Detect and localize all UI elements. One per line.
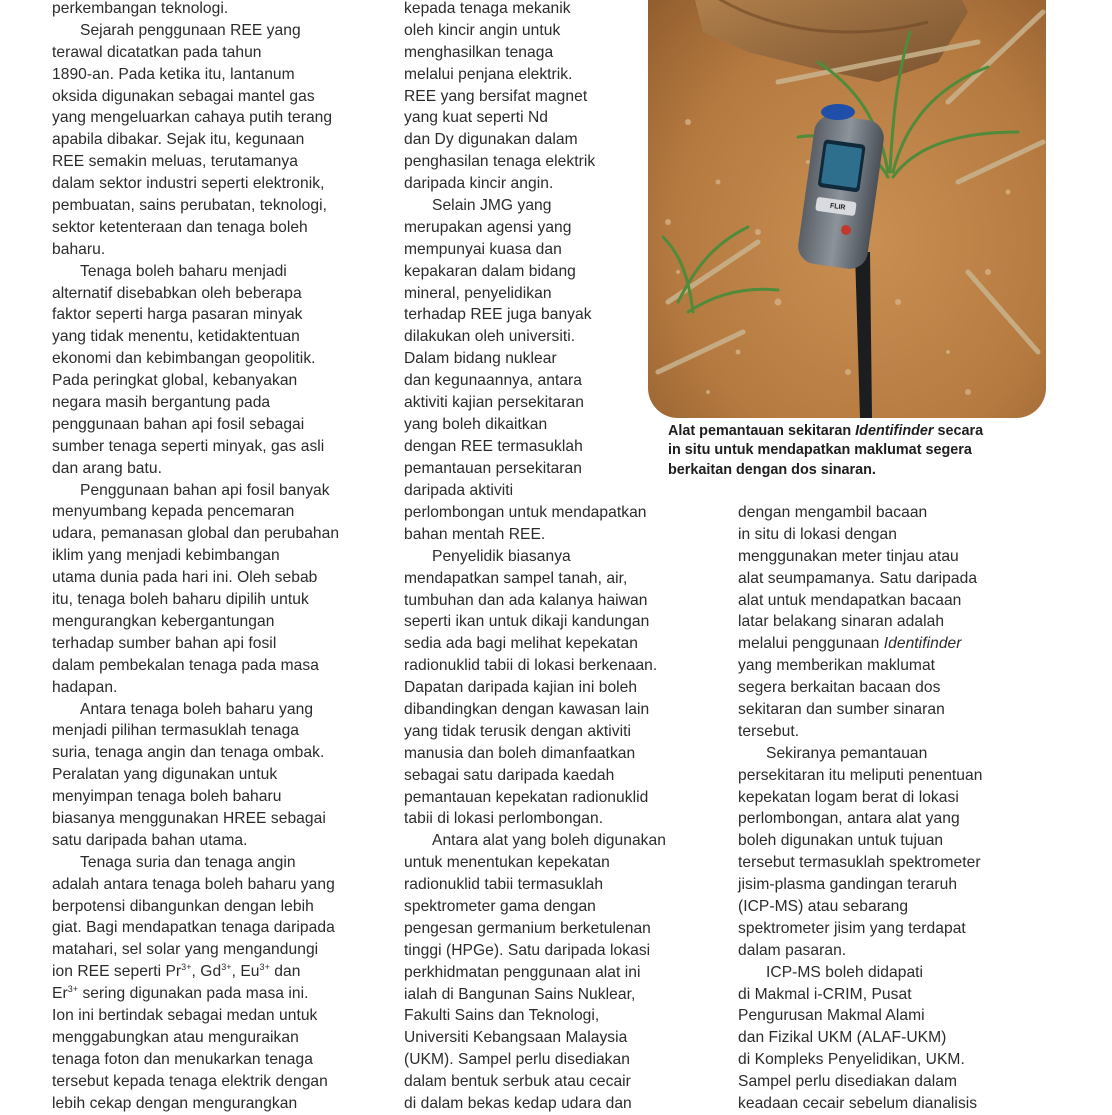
text-line: berpotensi dibangunkan dengan lebih: [52, 897, 314, 915]
text-line: perkembangan teknologi.: [52, 0, 229, 17]
text-line: dilakukan oleh universiti.: [404, 328, 576, 346]
text-line: di dalam bekas kedap udara dan: [404, 1095, 632, 1113]
text-line: mineral, penyelidikan: [404, 284, 552, 302]
text-line: kepekatan logam berat di lokasi: [738, 788, 959, 806]
text-line: spektrometer jisim yang terdapat: [738, 919, 966, 937]
text-line: perlombongan untuk mendapatkan: [404, 504, 647, 521]
text-column-3: [738, 502, 982, 1115]
text-line: mengurangkan kebergantungan: [52, 612, 275, 630]
text-line: spektrometer gama dengan: [404, 898, 596, 916]
text-line: tersebut.: [738, 722, 800, 740]
text-line: dalam pembekalan tenaga pada masa: [52, 656, 319, 674]
text-line: utama dunia pada hari ini. Oleh sebab: [52, 569, 318, 587]
text-line: Antara tenaga boleh baharu yang: [80, 700, 314, 718]
text-line: ialah di Bangunan Sains Nuklear,: [404, 985, 636, 1003]
text-line: Dapatan daripada kajian ini boleh: [404, 679, 638, 697]
text-line: pengesan germanium berketulenan: [404, 919, 651, 937]
text-line: [52, 983, 339, 1005]
text-line: untuk menentukan kepekatan: [404, 854, 610, 872]
text-run: dan: [269, 963, 301, 981]
text-line: terawal dicatatkan pada tahun: [52, 43, 262, 61]
photo-caption: [668, 422, 1040, 480]
text-line: daripada kincir angin.: [404, 175, 554, 193]
text-line: Pada peringkat global, kebanyakan: [52, 372, 298, 390]
text-line: Selain JMG yang: [432, 197, 552, 215]
text-line: segera berkaitan bacaan dos: [738, 679, 941, 697]
text-line: in situ di lokasi dengan: [738, 525, 897, 543]
text-line: suria, tenaga angin dan tenaga ombak.: [52, 744, 325, 762]
superscript: 3+: [67, 984, 79, 995]
text-line: dengan mengambil bacaan: [738, 504, 928, 521]
text-line: (ICP-MS) atau sebarang: [738, 898, 909, 916]
text-line: dengan REE termasuklah: [404, 437, 583, 455]
text-line: radionuklid tabii di lokasi berkenaan.: [404, 657, 658, 675]
text-line: satu daripada bahan utama.: [52, 831, 248, 849]
text-line: terhadap sumber bahan api fosil: [52, 634, 277, 652]
text-line: melalui penjana elektrik.: [404, 65, 573, 83]
text-line: sebagai satu daripada kaedah: [404, 766, 615, 784]
text-line: Antara alat yang boleh digunakan: [432, 832, 666, 850]
text-line: REE semakin meluas, terutamanya: [52, 153, 298, 171]
text-line: bahan mentah REE.: [404, 525, 546, 543]
text-line: Fakulti Sains dan Teknologi,: [404, 1007, 600, 1025]
superscript: 3+: [181, 962, 192, 973]
text-line: Sekiranya pemantauan: [766, 744, 928, 762]
text-line: hadapan.: [52, 678, 118, 696]
text-line: sumber tenaga seperti minyak, gas asli: [52, 437, 325, 455]
text-line: faktor seperti harga pasaran minyak: [52, 306, 303, 324]
text-line: mempunyai kuasa dan: [404, 240, 562, 258]
text-line: Penggunaan bahan api fosil banyak: [80, 481, 330, 499]
text-line: dan Fizikal UKM (ALAF-UKM): [738, 1029, 947, 1047]
text-line: 1890-an. Pada ketika itu, lantanum: [52, 65, 295, 83]
text-line: (UKM). Sampel perlu disediakan: [404, 1051, 630, 1069]
text-line: yang memberikan maklumat: [738, 657, 936, 675]
text-line: tersebut termasuklah spektrometer: [738, 854, 981, 872]
text-line: manusia dan boleh dimanfaatkan: [404, 744, 636, 762]
text-line: yang tidak terusik dengan aktiviti: [404, 722, 632, 740]
text-line: Sejarah penggunaan REE yang: [80, 21, 301, 39]
text-line: oleh kincir angin untuk: [404, 21, 561, 39]
text-column-1: [52, 0, 339, 1114]
text-line: pemantauan persekitaran: [404, 459, 582, 477]
text-line: radionuklid tabii termasuklah: [404, 876, 604, 894]
text-line: dalam pasaran.: [738, 941, 847, 959]
text-line: latar belakang sinaran adalah: [738, 613, 945, 631]
text-line: kepakaran dalam bidang: [404, 262, 576, 280]
device-brand-label: FLIR: [829, 202, 846, 212]
italic-term: Identifinder: [855, 423, 934, 439]
text-line: Ion ini bertindak sebagai medan untuk: [52, 1006, 318, 1024]
italic-term: Identifinder: [883, 635, 962, 653]
text-line: [738, 633, 982, 655]
text-line: Sampel perlu disediakan dalam: [738, 1073, 958, 1091]
text-line: keadaan cecair sebelum dianalisis: [738, 1095, 978, 1113]
text-run: secara: [933, 423, 984, 439]
text-line: kepada tenaga mekanik: [404, 0, 571, 17]
text-line: yang boleh dikaitkan: [404, 415, 548, 433]
text-line: mendapatkan sampel tanah, air,: [404, 569, 628, 587]
superscript: 3+: [221, 962, 232, 973]
text-line: dibandingkan dengan kawasan lain: [404, 701, 650, 719]
text-line: udara, pemanasan global dan perubahan: [52, 525, 340, 543]
text-line: menyumbang kepada pencemaran: [52, 503, 295, 521]
text-line: adalah antara tenaga boleh baharu yang: [52, 875, 335, 893]
text-line: sekitaran dan sumber sinaran: [738, 701, 945, 719]
text-line: Peralatan yang digunakan untuk: [52, 766, 278, 784]
text-line: sektor ketenteraan dan tenaga boleh: [52, 218, 308, 236]
text-line: di Makmal i-CRIM, Pusat: [738, 985, 912, 1003]
text-line: penghasilan tenaga elektrik: [404, 153, 596, 171]
text-line: pembuatan, sains perubatan, teknologi,: [52, 197, 327, 215]
text-line: perkhidmatan penggunaan alat ini: [404, 963, 641, 981]
text-line: penggunaan bahan api fosil sebagai: [52, 415, 305, 433]
text-line: tumbuhan dan ada kalanya haiwan: [404, 591, 648, 609]
text-line: perlombongan, antara alat yang: [738, 810, 960, 828]
text-line: terhadap REE juga banyak: [404, 306, 592, 324]
text-line: yang tidak menentu, ketidaktentuan: [52, 328, 300, 346]
text-line: Pengurusan Makmal Alami: [738, 1007, 925, 1025]
text-line: menyimpan tenaga boleh baharu: [52, 788, 282, 806]
text-line: boleh digunakan untuk tujuan: [738, 832, 944, 850]
text-line: dan Dy digunakan dalam: [404, 131, 578, 149]
text-line: pemantauan kepekatan radionuklid: [404, 788, 649, 806]
text-line: dan kegunaannya, antara: [404, 372, 583, 390]
caption-line: in situ untuk mendapatkan maklumat segera: [668, 442, 972, 459]
text-line: apabila dibakar. Sejak itu, kegunaan: [52, 131, 305, 149]
caption-line: [668, 422, 1040, 441]
text-column-2-top: [404, 0, 595, 501]
text-column-2-bottom: [404, 502, 666, 1115]
text-line: dalam bentuk serbuk atau cecair: [404, 1073, 631, 1091]
text-run: , Gd: [191, 963, 222, 981]
text-line: jisim-plasma gandingan teraruh: [738, 876, 958, 894]
text-line: sedia ada bagi melihat kepekatan: [404, 635, 638, 653]
text-line: Penyelidik biasanya: [432, 547, 571, 565]
text-line: seperti ikan untuk dikaji kandungan: [404, 613, 650, 631]
text-line: menghasilkan tenaga: [404, 43, 554, 61]
text-run: sering digunakan pada masa ini.: [78, 985, 309, 1003]
text-line: di Kompleks Penyelidikan, UKM.: [738, 1051, 965, 1069]
text-line: aktiviti kajian persekitaran: [404, 394, 584, 412]
text-line: yang mengeluarkan cahaya putih terang: [52, 109, 333, 127]
text-run: melalui penggunaan: [738, 635, 884, 653]
caption-line: berkaitan dengan dos sinaran.: [668, 461, 876, 478]
text-line: giat. Bagi mendapatkan tenaga daripada: [52, 919, 335, 937]
text-line: persekitaran itu meliputi penentuan: [738, 766, 983, 784]
identifinder-photo: [648, 0, 1046, 418]
text-line: oksida digunakan sebagai mantel gas: [52, 87, 315, 105]
text-line: dan arang batu.: [52, 459, 162, 477]
text-line: iklim yang menjadi kebimbangan: [52, 547, 280, 565]
text-line: Tenaga suria dan tenaga angin: [80, 853, 296, 871]
text-line: alat untuk mendapatkan bacaan: [738, 591, 962, 609]
text-line: lebih cekap dengan mengurangkan: [52, 1094, 298, 1112]
text-line: baharu.: [52, 240, 106, 258]
text-line: Universiti Kebangsaan Malaysia: [404, 1029, 628, 1047]
text-line: biasanya menggunakan HREE sebagai: [52, 809, 326, 827]
text-line: negara masih bergantung pada: [52, 394, 271, 412]
text-line: Dalam bidang nuklear: [404, 350, 557, 368]
text-line: yang kuat seperti Nd: [404, 109, 549, 127]
text-run: ion REE seperti Pr: [52, 963, 182, 981]
text-line: Tenaga boleh baharu menjadi: [80, 262, 287, 280]
text-line: REE yang bersifat magnet: [404, 87, 588, 105]
text-line: merupakan agensi yang: [404, 218, 572, 236]
text-line: alat seumpamanya. Satu daripada: [738, 569, 978, 587]
text-line: ICP-MS boleh didapati: [766, 963, 924, 981]
text-line: tabii di lokasi perlombongan.: [404, 810, 604, 828]
text-line: tersebut kepada tenaga elektrik dengan: [52, 1072, 328, 1090]
text-line: ekonomi dan kebimbangan geopolitik.: [52, 350, 316, 368]
text-line: menjadi pilihan termasuklah tenaga: [52, 722, 300, 740]
text-run: Er: [52, 985, 68, 1003]
text-line: tenaga foton dan menukarkan tenaga: [52, 1050, 313, 1068]
text-line: tinggi (HPGe). Satu daripada lokasi: [404, 941, 651, 959]
text-run: Alat pemantauan sekitaran: [668, 423, 856, 439]
text-line: dalam sektor industri seperti elektronik,: [52, 175, 325, 193]
text-line: matahari, sel solar yang mengandungi: [52, 941, 319, 959]
text-line: alternatif disebabkan oleh beberapa: [52, 284, 302, 302]
text-line: daripada aktiviti: [404, 481, 514, 499]
photo-illustration: [648, 0, 1046, 418]
text-line: [52, 961, 339, 983]
text-line: menggunakan meter tinjau atau: [738, 547, 959, 565]
text-line: menggabungkan atau menguraikan: [52, 1028, 299, 1046]
text-run: , Eu: [231, 963, 260, 981]
superscript: 3+: [259, 962, 270, 973]
text-line: itu, tenaga boleh baharu dipilih untuk: [52, 591, 309, 609]
